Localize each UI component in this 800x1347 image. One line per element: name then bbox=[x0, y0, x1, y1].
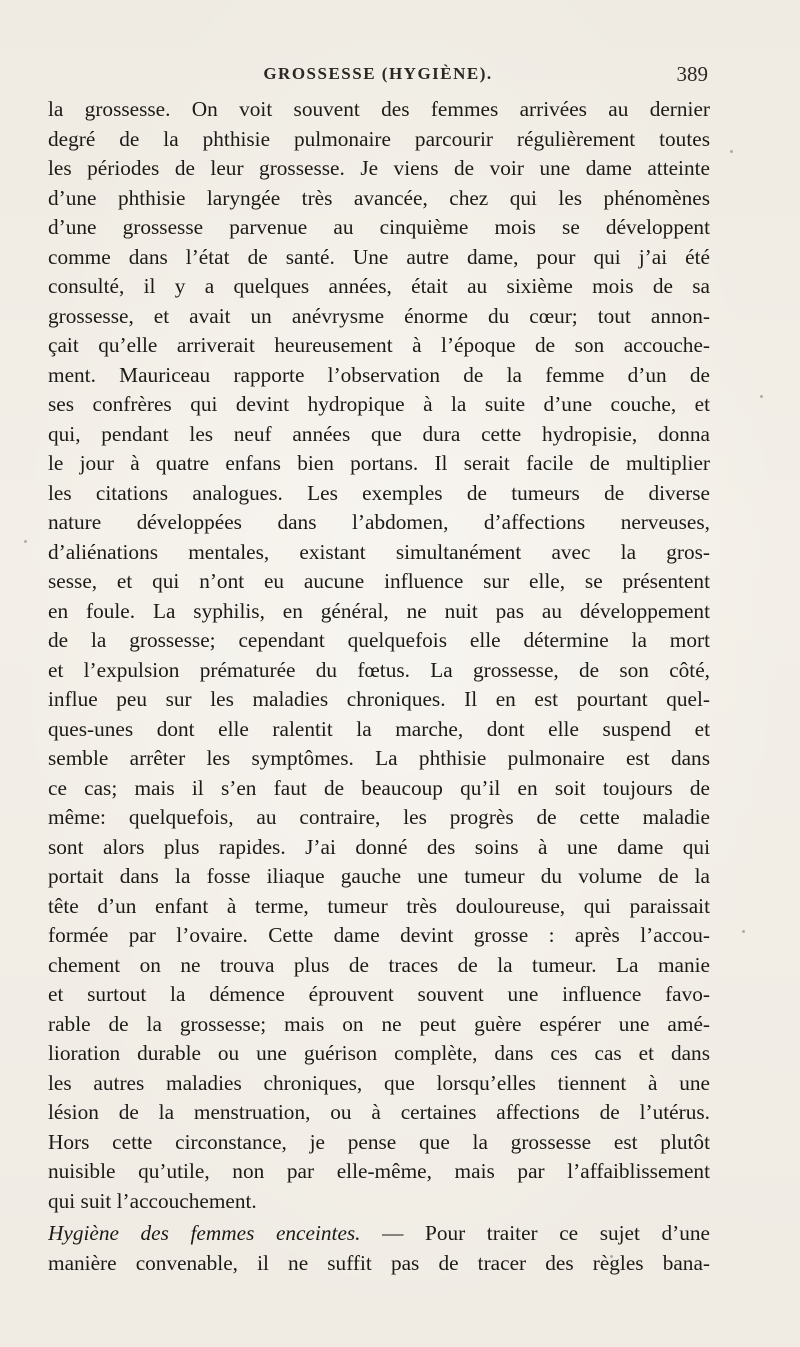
text-line: ses confrères qui devint hydropique à la suite d’une couche, et bbox=[48, 392, 710, 416]
text-line: tête d’un enfant à terme, tumeur très douloureuse, qui paraissait bbox=[48, 893, 710, 918]
text-line: grossesse, et avait un anévrysme énorme du cœur; tout annon- bbox=[48, 303, 710, 328]
text-line: de la grossesse; cependant quelquefois elle détermine la mort bbox=[48, 628, 710, 652]
paper-speck bbox=[730, 150, 733, 153]
text-line: même: quelquefois, au contraire, les progrès de cette maladie bbox=[48, 805, 710, 829]
text-line: ce cas; mais il s’en faut de beaucoup qu’il en soit toujours de bbox=[48, 775, 710, 800]
text-line: d’une phthisie laryngée très avancée, chez qui les phénomènes bbox=[48, 185, 710, 210]
text-line: d’aliénations mentales, existant simultanément avec la gros- bbox=[48, 539, 710, 564]
text-line: comme dans l’état de santé. Une autre dame, pour qui j’ai été bbox=[48, 244, 710, 269]
text-line: lioration durable ou une guérison complète, dans ces cas et dans bbox=[48, 1041, 710, 1065]
text-line: nuisible qu’utile, non par elle-même, mais par l’affaiblissement bbox=[48, 1159, 710, 1183]
text-line: influe peu sur les maladies chroniques. Il en est pourtant quel- bbox=[48, 687, 710, 711]
text-line: les autres maladies chroniques, que lorsqu’elles tiennent à une bbox=[48, 1070, 710, 1095]
text-line: lésion de la menstruation, ou à certaines affections de l’utérus. bbox=[48, 1100, 710, 1124]
body-text bbox=[48, 95, 710, 1278]
paragraph-2-line-1 bbox=[48, 1219, 710, 1249]
text-line: qui suit l’accouchement. bbox=[48, 1188, 257, 1213]
text-line: les périodes de leur grossesse. Je viens de voir une dame atteinte bbox=[48, 156, 710, 180]
text-line: sesse, et qui n’ont eu aucune influence sur elle, se présentent bbox=[48, 569, 710, 593]
running-title: GROSSESSE (HYGIÈNE). bbox=[263, 64, 493, 83]
text-line: la grossesse. On voit souvent des femmes arrivées au dernier bbox=[48, 97, 710, 121]
paragraph-2-line-2: manière convenable, il ne suffit pas de tracer des règles bana- bbox=[48, 1250, 710, 1275]
text-line: Hors cette circonstance, je pense que la grossesse est plutôt bbox=[48, 1129, 710, 1154]
paragraph-2-line-1-text: — Pour traiter ce sujet d’une bbox=[360, 1221, 710, 1245]
paper-speck bbox=[742, 930, 745, 933]
paper-speck bbox=[24, 540, 27, 543]
text-line: en foule. La syphilis, en général, ne nuit pas au développement bbox=[48, 598, 710, 623]
paragraph-1 bbox=[48, 95, 710, 1216]
text-line: rable de la grossesse; mais on ne peut guère espérer une amé- bbox=[48, 1011, 710, 1036]
text-line: d’une grossesse parvenue au cinquième mois se développent bbox=[48, 215, 710, 239]
text-line: formée par l’ovaire. Cette dame devint grosse : après l’accou- bbox=[48, 923, 710, 947]
text-line: et l’expulsion prématurée du fœtus. La grossesse, de son côté, bbox=[48, 657, 710, 682]
text-line: consulté, il y a quelques années, était au sixième mois de sa bbox=[48, 274, 710, 298]
text-line: ques-unes dont elle ralentit la marche, dont elle suspend et bbox=[48, 716, 710, 741]
text-line: çait qu’elle arriverait heureusement à l’époque de son accouche- bbox=[48, 333, 710, 357]
paper-speck bbox=[760, 395, 763, 398]
text-line: chement on ne trouva plus de traces de la tumeur. La manie bbox=[48, 952, 710, 977]
section-heading: Hygiène des femmes enceintes. bbox=[48, 1221, 361, 1245]
text-line: ment. Mauriceau rapporte l’observation de la femme d’un de bbox=[48, 362, 710, 387]
text-line: qui, pendant les neuf années que dura cette hydropisie, donna bbox=[48, 421, 710, 446]
running-head bbox=[48, 60, 708, 90]
text-line: et surtout la démence éprouvent souvent une influence favo- bbox=[48, 982, 710, 1006]
text-line: portait dans la fosse iliaque gauche une tumeur du volume de la bbox=[48, 864, 710, 888]
text-line: sont alors plus rapides. J’ai donné des soins à une dame qui bbox=[48, 834, 710, 859]
text-line: nature développées dans l’abdomen, d’affections nerveuses, bbox=[48, 510, 710, 534]
paper-speck bbox=[610, 1255, 613, 1258]
text-line: le jour à quatre enfans bien portans. Il serait facile de multiplier bbox=[48, 451, 710, 475]
page-number: 389 bbox=[676, 62, 708, 86]
text-line: degré de la phthisie pulmonaire parcourir régulièrement toutes bbox=[48, 126, 710, 151]
text-line: semble arrêter les symptômes. La phthisie pulmonaire est dans bbox=[48, 746, 710, 770]
text-line: les citations analogues. Les exemples de tumeurs de diverse bbox=[48, 480, 710, 505]
